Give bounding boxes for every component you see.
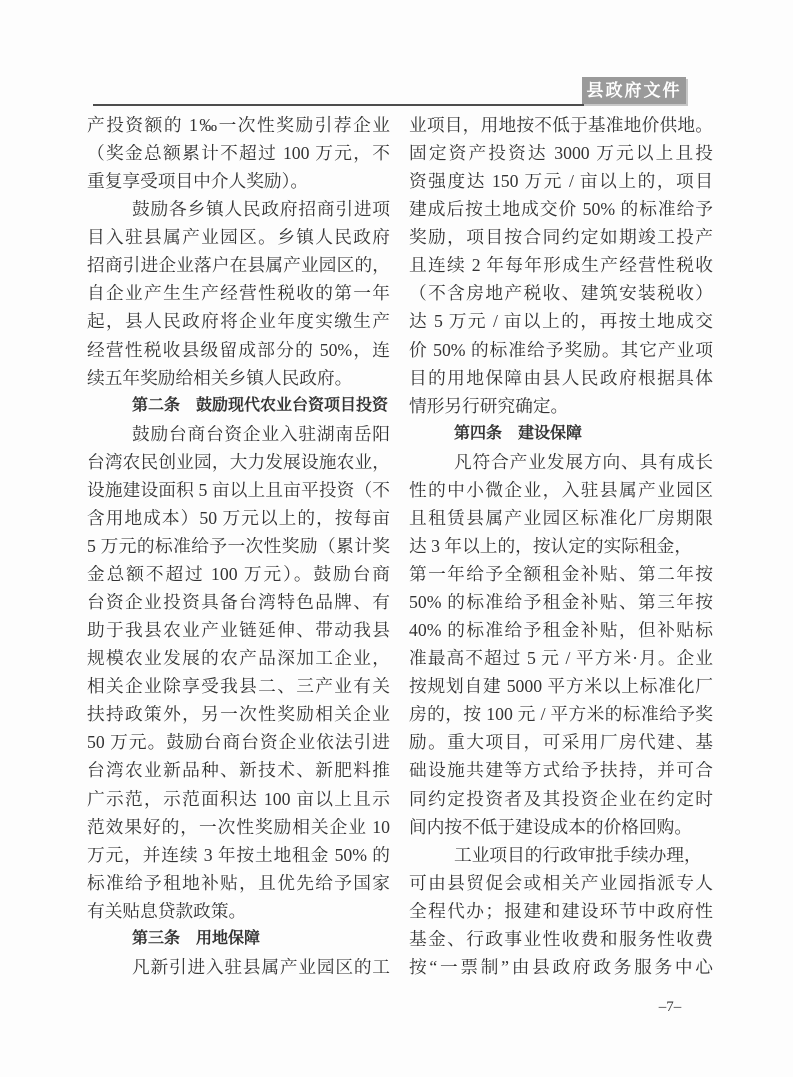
- body-line: 5 万元的标准给予一次性奖励（累计奖: [87, 535, 390, 556]
- body-line: 达 3 年以上的，按认定的实际租金，: [409, 535, 693, 556]
- body-line: 产投资额的 1‰一次性奖励引荐企业: [87, 115, 390, 135]
- body-line: 第一年给予全额租金补贴、第二年按: [409, 564, 713, 584]
- body-line: 间内按不低于建设成本的价格回购。: [409, 816, 693, 837]
- article-heading: 第四条 建设保障: [454, 424, 583, 442]
- body-line: 资强度达 150 万元 / 亩以上的，项目: [409, 171, 713, 192]
- body-line: 目的用地保障由县人民政府根据具体: [409, 367, 713, 388]
- body-line: 基金、行政事业性收费和服务性收费: [409, 928, 713, 949]
- body-line: 有关贴息贷款政策。: [87, 900, 247, 921]
- body-line: 础设施共建等方式给予扶持，并可合: [409, 760, 713, 781]
- body-line: （奖金总额累计不超过 100 万元，不: [87, 143, 390, 164]
- body-line: 且连续 2 年每年形成生产经营性税收: [409, 255, 713, 276]
- body-line: 凡新引进入驻县属产业园区的工: [132, 956, 390, 977]
- body-line: 房的，按 100 元 / 平方米的标准给予奖: [409, 704, 713, 725]
- page-number: –7–: [658, 999, 682, 1015]
- body-line: 价 50% 的标准给予奖励。其它产业项: [409, 339, 713, 360]
- header-badge-label: 县政府文件: [586, 81, 682, 100]
- body-line: 招商引进企业落户在县属产业园区的，: [87, 255, 390, 276]
- body-line: 建成后按土地成交价 50% 的标准给予: [409, 199, 713, 220]
- body-line: （不含房地产税收、建筑安装税收）: [409, 283, 713, 304]
- body-line: 50% 的标准给予租金补贴、第三年按: [409, 592, 713, 613]
- body-line: 情形另行研究确定。: [409, 395, 569, 416]
- body-line: 广示范，示范面积达 100 亩以上且示: [87, 788, 390, 809]
- body-line: 目入驻县属产业园区。乡镇人民政府: [87, 227, 390, 248]
- header-rule: [93, 104, 686, 106]
- body-line: 全程代办；报建和建设环节中政府性: [409, 900, 713, 921]
- body-line: 设施建设面积 5 亩以上且亩平投资（不: [87, 479, 390, 500]
- body-line: 按规划自建 5000 平方米以上标准化厂: [409, 676, 713, 697]
- article-heading: 第二条 鼓励现代农业台资项目投资: [132, 396, 389, 414]
- body-line: 含用地成本）50 万元以上的，按每亩: [87, 507, 390, 528]
- header-badge: [582, 77, 686, 104]
- body-line: 且租赁县属产业园区标准化厂房期限: [409, 507, 713, 528]
- body-line: 50 万元。鼓励台商台资企业依法引进: [87, 732, 390, 753]
- body-line: 业项目，用地按不低于基准地价供地。: [409, 115, 713, 135]
- body-line: 台湾农民创业园，大力发展设施农业，: [87, 451, 390, 472]
- article-heading: 第三条 用地保障: [132, 929, 261, 947]
- body-line: 扶持政策外，另一次性奖励相关企业: [87, 704, 390, 725]
- body-line: 性的中小微企业，入驻县属产业园区: [409, 479, 713, 500]
- body-line: 40% 的标准给予租金补贴，但补贴标: [409, 620, 713, 641]
- body-line: 可由县贸促会或相关产业园指派专人: [409, 872, 713, 893]
- body-line: 奖励，项目按合同约定如期竣工投产: [409, 227, 713, 248]
- body-line: 按“一票制”由县政府政务服务中心: [409, 956, 713, 977]
- body-line: 万元，并连续 3 年按土地租金 50% 的: [87, 844, 390, 865]
- body-line: 助于我县农业产业链延伸、带动我县: [87, 620, 390, 641]
- body-line: 标准给予租地补贴，且优先给予国家: [87, 872, 390, 893]
- body-line: 规模农业发展的农产品深加工企业，: [87, 648, 390, 669]
- body-line: 达 5 万元 / 亩以上的，再按土地成交: [409, 311, 713, 332]
- body-line: 金总额不超过 100 万元）。鼓励台商: [87, 564, 390, 584]
- body-line: 励。重大项目，可采用厂房代建、基: [409, 732, 713, 753]
- body-line: 续五年奖励给相关乡镇人民政府。: [87, 367, 353, 388]
- body-line: 固定资产投资达 3000 万元以上且投: [409, 143, 713, 164]
- column-left: [87, 111, 390, 981]
- body-line: 经营性税收县级留成部分的 50%，连: [87, 339, 390, 360]
- body-line: 凡符合产业发展方向、具有成长: [454, 451, 713, 472]
- body-line: 相关企业除享受我县二、三产业有关: [87, 676, 390, 697]
- body-line: 准最高不超过 5 元 / 平方米·月。企业: [409, 648, 713, 669]
- body-line: 范效果好的，一次性奖励相关企业 10: [87, 816, 390, 837]
- body-line: 工业项目的行政审批手续办理，: [454, 844, 702, 865]
- body-line: 台湾农业新品种、新技术、新肥料推: [87, 760, 390, 781]
- body-line: 鼓励台商台资企业入驻湖南岳阳: [132, 423, 390, 444]
- body-line: 重复享受项目中介人奖励）。: [87, 171, 309, 192]
- column-right: [409, 111, 713, 981]
- body-line: 自企业产生生产经营性税收的第一年: [87, 283, 390, 304]
- body-line: 台资企业投资具备台湾特色品牌、有: [87, 592, 390, 613]
- body-line: 同约定投资者及其投资企业在约定时: [409, 788, 713, 809]
- body-line: 起，县人民政府将企业年度实缴生产: [87, 311, 390, 332]
- body-line: 鼓励各乡镇人民政府招商引进项: [132, 199, 390, 220]
